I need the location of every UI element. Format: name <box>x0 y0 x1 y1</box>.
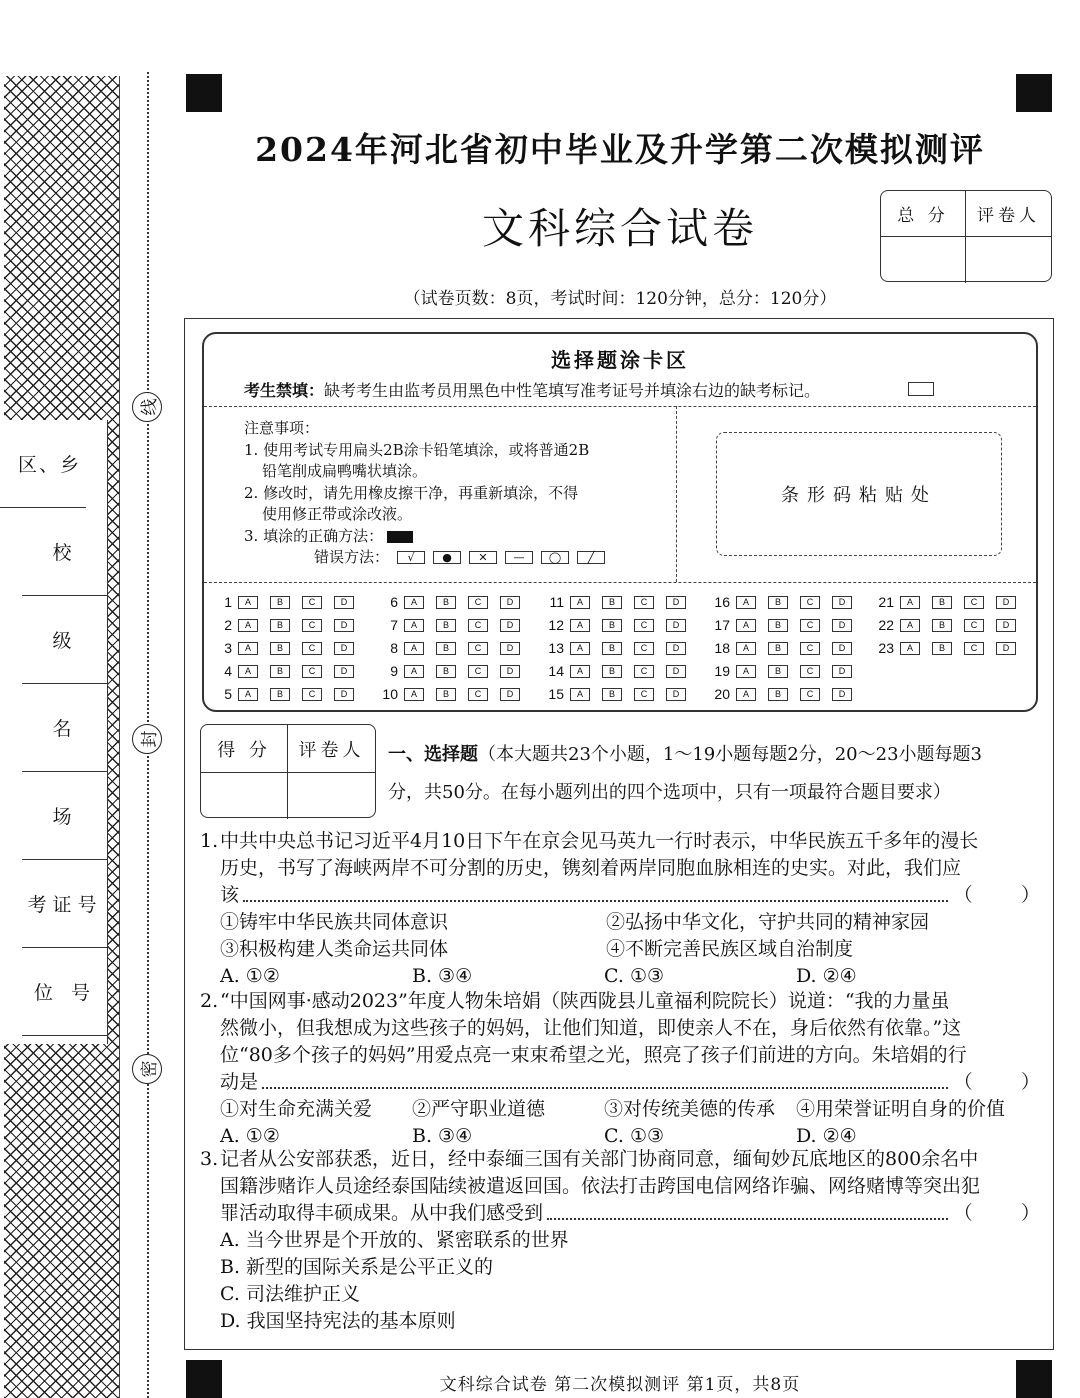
question-3 <box>200 1146 1040 1335</box>
bubble-option-d[interactable]: D <box>832 619 852 632</box>
choice-c: C. ①③ <box>604 1125 665 1147</box>
question-stem: 国籍涉赌诈人员途经泰国陆续被遣返回国。依法打击跨国电信网络诈骗、网络赌博等突出犯 <box>220 1175 981 1197</box>
section-grader-label: 评卷人 <box>288 725 375 773</box>
bubble-option-a[interactable]: A <box>570 642 590 655</box>
option-a: A. 当今世界是个开放的、紧密联系的世界 <box>220 1229 569 1251</box>
bubble-option-c[interactable]: C <box>468 642 488 655</box>
bubble-option-c[interactable]: C <box>302 619 322 632</box>
note-3 <box>244 526 664 548</box>
bubble-option-c[interactable]: C <box>800 665 820 678</box>
seal-char-secret: 密 <box>132 1054 162 1084</box>
choice-a: A. ①② <box>220 965 280 987</box>
bubble-option-a[interactable]: A <box>404 619 424 632</box>
bubble-option-b[interactable]: B <box>270 688 290 701</box>
corner-marker-bottom-left <box>186 1360 222 1398</box>
bubble-question-4 <box>210 663 366 679</box>
bubble-option-d[interactable]: D <box>832 665 852 678</box>
bubble-option-b[interactable]: B <box>768 619 788 632</box>
total-score-cell[interactable] <box>881 237 966 283</box>
bubble-option-c[interactable]: C <box>634 642 654 655</box>
bubble-option-c[interactable]: C <box>468 619 488 632</box>
bubble-option-b[interactable]: B <box>602 619 622 632</box>
bubble-option-c[interactable]: C <box>468 596 488 609</box>
field-seat-number: 位 号 <box>22 948 108 1036</box>
statement: ③积极构建人类命运共同体 <box>220 938 449 960</box>
bubble-option-a[interactable]: A <box>238 619 258 632</box>
bubble-option-c[interactable]: C <box>964 642 984 655</box>
choice-c: C. ①③ <box>604 965 665 987</box>
field-exam-number: 考证号 <box>22 860 108 948</box>
bubble-question-9 <box>376 663 532 679</box>
bubble-question-17 <box>708 617 864 633</box>
choice-d: D. ②④ <box>796 1125 857 1147</box>
option-d: D. 我国坚持宪法的基本原则 <box>220 1310 456 1332</box>
bubble-option-c[interactable]: C <box>964 596 984 609</box>
bubble-option-a[interactable]: A <box>736 596 756 609</box>
bubble-option-c[interactable]: C <box>634 688 654 701</box>
answer-paren[interactable]: （ ） <box>953 1202 1040 1224</box>
bubble-option-d[interactable]: D <box>334 619 354 632</box>
bubble-question-number: 5 <box>224 686 232 702</box>
bubble-question-14 <box>542 663 698 679</box>
bubble-option-b[interactable]: B <box>768 596 788 609</box>
exam-info: （试卷页数：8页，考试时间：120分钟，总分：120分） <box>403 289 837 309</box>
wrong-methods <box>244 547 664 569</box>
bubble-option-a[interactable]: A <box>900 619 920 632</box>
corner-marker-top-left <box>186 74 222 112</box>
notes-title: 注意事项： <box>244 419 320 437</box>
bubble-option-c[interactable]: C <box>302 596 322 609</box>
bubble-option-b[interactable]: B <box>602 665 622 678</box>
section-desc-1: （本大题共23个小题，1～19小题每题2分，20～23小题每题3 <box>478 744 982 765</box>
bubble-question-15 <box>542 686 698 702</box>
bubble-option-b[interactable]: B <box>932 619 952 632</box>
statement: ②弘扬中华文化，守护共同的精神家园 <box>606 911 930 933</box>
bubble-option-d[interactable]: D <box>334 596 354 609</box>
statement: ①对生命充满关爱 <box>220 1098 373 1120</box>
choice-b: B. ③④ <box>412 1125 473 1147</box>
bubble-question-number: 22 <box>878 617 894 633</box>
section-heading <box>388 736 1038 812</box>
bubble-option-d[interactable]: D <box>500 688 520 701</box>
divider <box>676 406 677 582</box>
bubble-question-number: 4 <box>224 663 232 679</box>
question-number: 3. <box>200 1148 219 1170</box>
answer-card <box>202 332 1038 712</box>
bubble-question-18 <box>708 640 864 656</box>
bubble-option-b[interactable]: B <box>932 642 952 655</box>
bubble-option-c[interactable]: C <box>468 665 488 678</box>
bubble-option-c[interactable]: C <box>800 619 820 632</box>
field-district: 区、乡 <box>0 420 86 508</box>
bubble-option-a[interactable]: A <box>238 688 258 701</box>
total-score-label: 总 分 <box>881 191 966 237</box>
section-score-table <box>200 724 376 818</box>
choice-d: D. ②④ <box>796 965 857 987</box>
notes-block <box>244 418 664 569</box>
section-desc-2: 分，共50分。在每小题列出的四个选项中，只有一项最符合题目要求） <box>388 782 951 803</box>
bubble-question-number: 10 <box>382 686 398 702</box>
answer-card-title: 选择题涂卡区 <box>551 348 689 372</box>
field-class: 级 <box>22 596 108 684</box>
bubble-option-a[interactable]: A <box>404 642 424 655</box>
leader-dots <box>243 900 948 902</box>
bubble-option-d[interactable]: D <box>666 665 686 678</box>
bubble-option-d[interactable]: D <box>334 642 354 655</box>
candidate-info-fields <box>0 420 108 1044</box>
bubble-option-a[interactable]: A <box>736 688 756 701</box>
statement: ④不断完善民族区域自治制度 <box>606 938 854 960</box>
bubble-question-6 <box>376 594 532 610</box>
question-number: 2. <box>200 990 219 1012</box>
bubble-option-a[interactable]: A <box>238 665 258 678</box>
bubble-option-b[interactable]: B <box>932 596 952 609</box>
bubble-question-number: 23 <box>878 640 894 656</box>
question-stem-end: 该 <box>220 884 240 906</box>
bubble-question-number: 6 <box>390 594 398 610</box>
section-title: 一、选择题 <box>388 744 478 765</box>
bubble-option-b[interactable]: B <box>270 642 290 655</box>
bubble-option-b[interactable]: B <box>270 596 290 609</box>
bubble-question-12 <box>542 617 698 633</box>
leader-dots <box>262 1087 948 1089</box>
exam-title: 2024年河北省初中毕业及升学第二次模拟测评 <box>255 130 985 169</box>
bubble-question-11 <box>542 594 698 610</box>
bubble-option-c[interactable]: C <box>302 642 322 655</box>
bubble-option-d[interactable]: D <box>832 596 852 609</box>
bubble-question-7 <box>376 617 532 633</box>
bubble-option-a[interactable]: A <box>570 665 590 678</box>
divider <box>204 582 1036 583</box>
bubble-option-d[interactable]: D <box>832 688 852 701</box>
bubble-option-c[interactable]: C <box>634 596 654 609</box>
option-b: B. 新型的国际关系是公平正义的 <box>220 1256 494 1278</box>
wrong-line-icon: — <box>505 551 533 564</box>
corner-marker-top-right <box>1016 74 1052 112</box>
bubble-option-b[interactable]: B <box>602 596 622 609</box>
wrong-circle-icon: ◯ <box>541 551 569 564</box>
bubble-question-19 <box>708 663 864 679</box>
bubble-question-20 <box>708 686 864 702</box>
leader-dots <box>547 1218 948 1220</box>
bubble-option-a[interactable]: A <box>570 688 590 701</box>
bubble-option-d[interactable]: D <box>334 665 354 678</box>
bubble-option-a[interactable]: A <box>900 596 920 609</box>
wrong-label: 错误方法： <box>314 548 390 566</box>
bubble-option-b[interactable]: B <box>436 596 456 609</box>
bubble-question-1 <box>210 594 366 610</box>
bubble-question-22 <box>872 617 1028 633</box>
section-score-label: 得 分 <box>201 725 288 773</box>
wrong-slash-icon: ╱ <box>577 551 605 564</box>
bubble-option-c[interactable]: C <box>800 596 820 609</box>
bubble-option-b[interactable]: B <box>270 619 290 632</box>
note-3-text: 3. 填涂的正确方法： <box>244 526 384 545</box>
bubble-option-a[interactable]: A <box>404 688 424 701</box>
question-stem: “中国网事·感动2023”年度人物朱培娟（陕西陇县儿童福利院院长）说道：“我的力量虽 <box>220 990 950 1012</box>
bubble-question-number: 8 <box>390 640 398 656</box>
bubble-question-5 <box>210 686 366 702</box>
bubble-question-number: 9 <box>390 663 398 679</box>
exam-subtitle: 文科综合试卷 <box>481 204 758 253</box>
bubble-option-a[interactable]: A <box>900 642 920 655</box>
statement: ④用荣誉证明自身的价值 <box>796 1098 1006 1120</box>
bubble-question-10 <box>376 686 532 702</box>
bubble-option-d[interactable]: D <box>500 642 520 655</box>
bubble-option-b[interactable]: B <box>768 642 788 655</box>
bubble-option-d[interactable]: D <box>666 688 686 701</box>
bubble-question-number: 3 <box>224 640 232 656</box>
bubble-option-b[interactable]: B <box>436 665 456 678</box>
bubble-question-number: 18 <box>714 640 730 656</box>
choice-a: A. ①② <box>220 1125 280 1147</box>
bubble-option-d[interactable]: D <box>996 596 1016 609</box>
bubble-question-number: 7 <box>390 617 398 633</box>
bubble-option-c[interactable]: C <box>468 688 488 701</box>
grader-cell[interactable] <box>966 237 1051 283</box>
bubble-option-a[interactable]: A <box>238 596 258 609</box>
bubble-option-a[interactable]: A <box>736 642 756 655</box>
question-2 <box>200 988 1040 1150</box>
bubble-question-number: 15 <box>548 686 564 702</box>
forbid-label: 考生禁填： <box>244 381 325 400</box>
bubble-option-b[interactable]: B <box>436 688 456 701</box>
bubble-option-d[interactable]: D <box>500 619 520 632</box>
bubble-option-c[interactable]: C <box>302 665 322 678</box>
bubble-option-a[interactable]: A <box>404 596 424 609</box>
bubble-question-16 <box>708 594 864 610</box>
question-number: 1. <box>200 830 219 852</box>
question-stem: 历史，书写了海峡两岸不可分割的历史，镌刻着两岸同胞血脉相连的史实。对此，我们应 <box>220 857 962 879</box>
field-exam-room: 场 <box>22 772 108 860</box>
bubble-question-23 <box>872 640 1028 656</box>
bubble-option-c[interactable]: C <box>964 619 984 632</box>
bubble-option-d[interactable]: D <box>500 665 520 678</box>
bubble-option-c[interactable]: C <box>634 619 654 632</box>
note-1b: 铅笔削成扁鸭嘴状填涂。 <box>262 462 428 480</box>
bubble-option-d[interactable]: D <box>500 596 520 609</box>
section-score-cell[interactable] <box>201 773 288 819</box>
note-1a: 1. 使用考试专用扁头2B涂卡铅笔填涂，或将普通2B <box>244 440 590 459</box>
question-stem: 位“80多个孩子的妈妈”用爱点亮一束束希望之光，照亮了孩子们前进的方向。朱培娟的行 <box>220 1044 967 1066</box>
seal-char-line: 线 <box>132 392 162 422</box>
bubble-option-b[interactable]: B <box>602 642 622 655</box>
bubble-question-number: 14 <box>548 663 564 679</box>
option-c: C. 司法维护正义 <box>220 1283 360 1305</box>
bubble-option-a[interactable]: A <box>736 619 756 632</box>
bubble-option-b[interactable]: B <box>768 665 788 678</box>
bubble-option-a[interactable]: A <box>570 596 590 609</box>
bubble-option-b[interactable]: B <box>436 619 456 632</box>
question-stem: 中共中央总书记习近平4月10日下午在京会见马英九一行时表示，中华民族五千多年的漫长 <box>220 830 979 852</box>
page-footer: 文科综合试卷 第二次模拟测评 第1页，共8页 <box>439 1375 801 1395</box>
question-stem-end: 罪活动取得丰硕成果。从中我们感受到 <box>220 1202 544 1224</box>
bubble-question-2 <box>210 617 366 633</box>
bubble-question-number: 1 <box>224 594 232 610</box>
wrong-dot-icon: ● <box>433 551 461 564</box>
answer-paren[interactable]: （ ） <box>953 1071 1040 1093</box>
bubble-option-c[interactable]: C <box>800 688 820 701</box>
barcode-area: 条形码粘贴处 <box>716 432 1002 556</box>
bubble-option-c[interactable]: C <box>302 688 322 701</box>
question-stem: 然微小，但我想成为这些孩子的妈妈，让他们知道，即使亲人不在，身后依然有依靠。”这 <box>220 1017 962 1039</box>
question-stem-end: 动是 <box>220 1071 259 1093</box>
bubble-option-d[interactable]: D <box>666 596 686 609</box>
bubble-option-a[interactable]: A <box>570 619 590 632</box>
absent-instruction <box>244 378 820 401</box>
bubble-option-d[interactable]: D <box>334 688 354 701</box>
question-1 <box>200 828 1040 990</box>
bubble-question-number: 19 <box>714 663 730 679</box>
bubble-question-number: 17 <box>714 617 730 633</box>
bubble-question-21 <box>872 594 1028 610</box>
wrong-check-icon: √ <box>397 551 425 564</box>
bubble-question-number: 13 <box>548 640 564 656</box>
statement: ②严守职业道德 <box>412 1098 546 1120</box>
bubble-option-d[interactable]: D <box>996 642 1016 655</box>
divider <box>204 406 1036 407</box>
bubble-question-number: 20 <box>714 686 730 702</box>
bubble-option-c[interactable]: C <box>634 665 654 678</box>
bubble-option-b[interactable]: B <box>768 688 788 701</box>
note-2a: 2. 修改时，请先用橡皮擦干净，再重新填涂，不得 <box>244 483 579 502</box>
seal-char-seal: 封 <box>132 724 162 754</box>
bubble-option-d[interactable]: D <box>832 642 852 655</box>
bubble-option-a[interactable]: A <box>404 665 424 678</box>
wrong-cross-icon: ✕ <box>469 551 497 564</box>
bubble-question-number: 12 <box>548 617 564 633</box>
bubble-option-a[interactable]: A <box>238 642 258 655</box>
bubble-question-number: 11 <box>549 594 564 610</box>
field-school: 校 <box>22 508 108 596</box>
bubble-question-number: 21 <box>878 594 894 610</box>
statement: ③对传统美德的传承 <box>604 1098 776 1120</box>
forbid-text: 缺考考生由监考员用黑色中性笔填写准考证号并填涂右边的缺考标记。 <box>324 381 821 400</box>
bubble-option-a[interactable]: A <box>736 665 756 678</box>
absent-mark-box[interactable] <box>908 382 934 396</box>
bubble-question-13 <box>542 640 698 656</box>
correct-fill-sample <box>387 531 413 543</box>
bubble-option-d[interactable]: D <box>666 619 686 632</box>
total-score-table <box>880 190 1052 282</box>
bubble-option-c[interactable]: C <box>800 642 820 655</box>
section-grader-cell[interactable] <box>288 773 375 819</box>
statement: ①铸牢中华民族共同体意识 <box>220 911 449 933</box>
bubble-question-3 <box>210 640 366 656</box>
bubble-question-number: 16 <box>714 594 730 610</box>
corner-marker-bottom-right <box>1016 1360 1052 1398</box>
grader-label: 评卷人 <box>966 191 1051 237</box>
bubble-option-d[interactable]: D <box>996 619 1016 632</box>
field-name: 名 <box>22 684 108 772</box>
bubble-question-8 <box>376 640 532 656</box>
answer-paren[interactable]: （ ） <box>953 884 1040 906</box>
bubble-option-d[interactable]: D <box>666 642 686 655</box>
choice-b: B. ③④ <box>412 965 473 987</box>
question-stem: 记者从公安部获悉，近日，经中泰缅三国有关部门协商同意，缅甸妙瓦底地区的800余名中 <box>220 1148 979 1170</box>
bubble-grid <box>204 590 1036 710</box>
note-2b: 使用修正带或涂改液。 <box>262 505 413 523</box>
bubble-question-number: 2 <box>224 617 232 633</box>
bubble-option-b[interactable]: B <box>602 688 622 701</box>
bubble-option-b[interactable]: B <box>436 642 456 655</box>
bubble-option-b[interactable]: B <box>270 665 290 678</box>
